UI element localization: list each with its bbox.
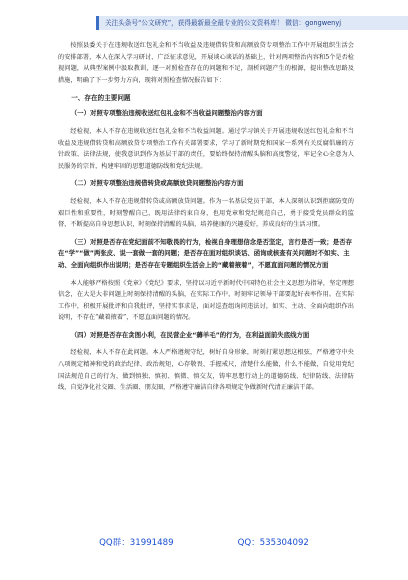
subheading-3: （三）对照是否存在党纪面前不知敬畏的行为，检视自身理想信念是否坚定，言行是否一致；是否存在“学”“做”两张皮、说一套做一套的问题；是否存在面对组织谈话、函询或核查有关问题时不如实、主动、全面向组织作出说明；是否存在专题组织生活会上的“藏着掖着”，不愿直面问题的情况方面 <box>58 237 352 269</box>
section-heading: 一、存在的主要问题 <box>71 94 131 103</box>
document-body <box>58 40 354 400</box>
intro-paragraph: 按照县委关于在违规收送红包礼金和不当收益及违规借转贷和高额放贷专项整治工作中开展组织生活会的安排部署，本人在深入学习研讨、广泛征求意见，开展谈心谈话的基础上，针对两项整治内容和5个是否检视问题，从典型案例中汲取教训，逐一对照检查存在的问题和不足，剖析问题产生的根源，提出整改思路及措施，明确了下一步努力方向，现将对照检查情况报告如下： <box>58 42 354 84</box>
top-banner: 关注头条号“公文研究”，获得最新最全最专业的公文资料库！ 微信：gongwenyj <box>96 16 408 30</box>
paragraph-4: 经检视，本人不存在此问题。本人严格遵规守纪，树好自身形象，时刻打紧思想这根弦，严格遵守中央八项规定精神和党的政治纪律、政治规矩，心存敬畏、手握戒尺，清楚什么能做，什么不能做，自觉用党纪国法规范自己的行为，做到慎独、慎初、慎微、慎交友，铸牢思想行动上的道德防线、纪律防线、法律防线，自觉净化社交圈、生活圈、朋友圈，严格遵守廉洁自律各项规定争做新时代清正廉洁干部。 <box>58 349 354 392</box>
paragraph-2: 经检视，本人不存在违规借转贷或高额放贷问题。作为一名基层党员干部，本人深刻认识到拒腐防变的艰巨性和重要性，时刻警醒自己，既用法律约束自身，也用党章和党纪规范自己，勇于接受党员群众的监督，不断提高自身思想认识，时刻保持清醒的头脑，培养健康的兴趣爱好，养成良好的生活习惯。 <box>58 197 354 229</box>
qq-text: QQ：535304092 <box>237 538 309 548</box>
subheading-4: （四）对照是否存在贪图小利，在民营企业“薅羊毛”的行为，在利益面前失底线方面 <box>70 330 310 339</box>
paragraph-3: 本人能够严格按照《党章》《党纪》要求，坚持以习近平新时代中国特色社会主义思想为指导，坚定理想信念，在大是大非问题上时刻保持清醒的头脑，在实际工作中，时刻牢记领导干部要起好表率作用。在实际工作中，积极开展批评和自我批评，坚持实事求是，面对巡查组询问违法讨，如实、主动、全面向组织作出说明，不存在“藏着掖着”，不愿直面问题的情况。 <box>58 279 354 322</box>
qq-group-text: QQ群：31991489 <box>99 538 174 548</box>
paragraph-1: 经检视，本人不存在违规收送红包礼金和不当收益问题。通过学习镇关于开展违规收送红包礼金和不当收益及违规借转贷和高额放贷专项整治工作有关部署要求，学习了新时期党和国家一系列有关反腐倡廉的方针政策、法律法规，使我意识到作为基层干部的责任，要始终保持清醒头脑和高度警觉，牢记全心全意为人民服务的宗旨，构建牢固的思想道德防线和党纪法规。 <box>58 127 354 170</box>
subheading-2: （二）对照专项整治违规借转贷或高额放贷问题整治内容方面 <box>70 179 244 188</box>
subheading-1: （一）对照专项整治违规收送红包礼金和不当收益问题整治内容方面 <box>70 109 263 118</box>
footer <box>0 536 408 548</box>
